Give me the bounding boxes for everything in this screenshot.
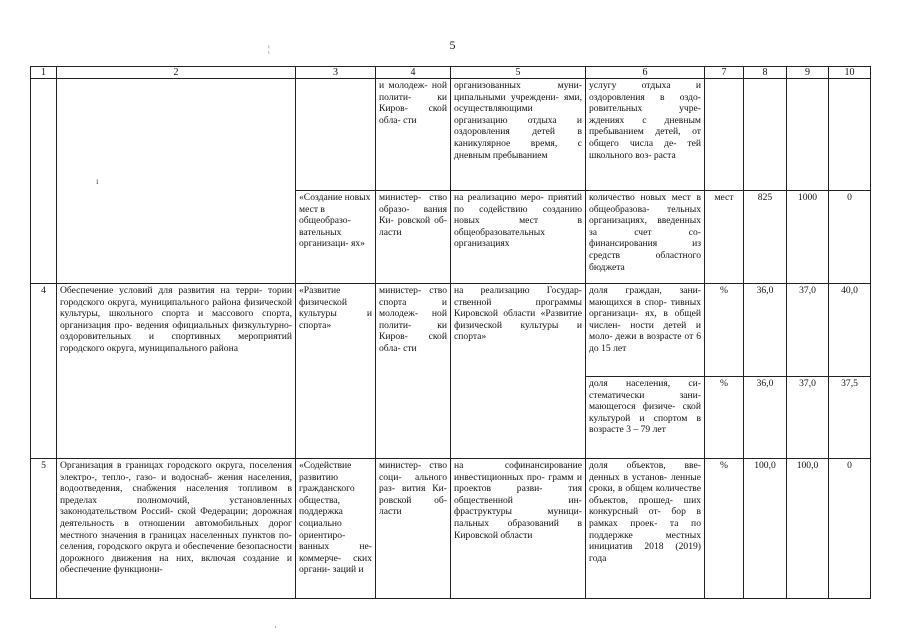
- header-row: [31, 67, 871, 79]
- unit-cell: %: [705, 459, 744, 599]
- indicator-text: услугу отдыха и оздоровления в оздо- ровительных учре- ждениях с дневным пребыванием детей, от общего числа де- тей школьного воз- раста: [586, 79, 705, 191]
- table-row: [31, 284, 871, 377]
- page-number: 5: [449, 38, 456, 52]
- header-cell: 6: [586, 67, 705, 79]
- value-cell: 37,0: [787, 284, 829, 377]
- ministry-name: министер- ство образо- вания Ки- ровской об- ласти: [376, 191, 451, 284]
- header-cell: 4: [376, 67, 451, 79]
- program-name: «Содействие развитию гражданского общества, поддержка социально ориентиро- ванных не- коммерче- ских органи- заций и: [296, 459, 376, 599]
- header-cell: 1: [31, 67, 57, 79]
- program-name: «Развитие физической культуры и спорта»: [296, 284, 376, 459]
- value-cell: 825: [744, 191, 787, 284]
- purpose-text: на реализацию меро- приятий по содействию созданию новых мест в общеобразовательных организациях: [451, 191, 586, 284]
- purpose-text: на софинансирование инвестиционных про- грамм и проектов разви- тия общественной ин- фраструктуры муници- пальных образований в Кировской области: [451, 459, 586, 599]
- header-cell: 8: [744, 67, 787, 79]
- indicator-text: доля граждан, зани- мающихся в спор- тивных организаци- ях, в общей числен- ности детей и моло- дежи в возрасте от 6 до 15 лет: [586, 284, 705, 377]
- value-cell: 100,0: [787, 459, 829, 599]
- header-cell: 3: [296, 67, 376, 79]
- header-cell: 2: [57, 67, 296, 79]
- value-cell: 36,0: [744, 284, 787, 377]
- value-cell: [744, 79, 787, 191]
- unit-cell: %: [705, 377, 744, 459]
- value-cell: [829, 79, 871, 191]
- value-cell: 0: [829, 459, 871, 599]
- table-row: [31, 459, 871, 599]
- program-name: [296, 79, 376, 191]
- indicator-text: доля объектов, вве- денных в установ- ленные сроки, в общем количестве объектов, прошед- ших конкурсный от- бор в рамках проек- та по поддержке местных инициатив 2018 (2019) года: [586, 459, 705, 599]
- scan-mark: ¦: [268, 44, 270, 54]
- row-number: [31, 79, 57, 284]
- value-cell: 36,0: [744, 377, 787, 459]
- ministry-name: министер- ство спорта и молодеж- ной полити- ки Киров- ской обла- сти: [376, 284, 451, 459]
- value-cell: 37,0: [787, 377, 829, 459]
- header-cell: 7: [705, 67, 744, 79]
- unit-cell: [705, 79, 744, 191]
- table-row: [31, 79, 871, 191]
- measures-table: [30, 66, 871, 599]
- value-cell: 37,5: [829, 377, 871, 459]
- program-name: «Создание новых мест в общеобразо- вательных организаци- ях»: [296, 191, 376, 284]
- header-cell: 10: [829, 67, 871, 79]
- indicator-text: доля населения, си- стематически зани- мающегося физиче- ской культурой и спортом в возрасте 3 – 79 лет: [586, 377, 705, 459]
- purpose-text: на реализацию Государ- ственной программы Кировской области «Развитие физической культуры и спорта»: [451, 284, 586, 459]
- ministry-name: и молодеж- ной полити- ки Киров- ской обла- сти: [376, 79, 451, 191]
- ministry-name: министер- ство соци- ального раз- вития Ки- ровской об- ласти: [376, 459, 451, 599]
- scan-mark: ı: [96, 176, 99, 186]
- value-cell: 1000: [787, 191, 829, 284]
- indicator-text: количество новых мест в общеобразова- тельных организациях, введенных за счет со- финансирования из средств областного бюджета: [586, 191, 705, 284]
- row-number: 4: [31, 284, 57, 459]
- value-cell: 100,0: [744, 459, 787, 599]
- value-cell: [787, 79, 829, 191]
- unit-cell: %: [705, 284, 744, 377]
- header-cell: 9: [787, 67, 829, 79]
- unit-cell: мест: [705, 191, 744, 284]
- row-number: 5: [31, 459, 57, 599]
- task-text: Обеспечение условий для развития на терри- тории городского округа, муниципального района физической культуры, школьного спорта и массового спорта, организация про- ведения официальных физкультурно- оздоровительных и спортивных мероприятий городского округа, муниципального района: [57, 284, 296, 459]
- scan-mark: ·: [274, 622, 277, 632]
- purpose-text: организованных муни- ципальными учреждени- ями, осуществляющими организацию отдыха и оздоровления детей в каникулярное время, с дневным пребыванием: [451, 79, 586, 191]
- task-text: [57, 79, 296, 284]
- task-text: Организация в границах городского округа, поселения электро-, тепло-, газо- и водоснаб- жения населения, водоотведения, снабжения населения топливом в пределах полномочий, установленных законодательством Россий- ской Федерации; дорожная деятельность в отношении автомобильных дорог местного значения в границах населенных пунктов по- селения, городского округа и обеспечение безопасности дорожного движения на них, включая создание и обеспечение функциони-: [57, 459, 296, 599]
- value-cell: 0: [829, 191, 871, 284]
- value-cell: 40,0: [829, 284, 871, 377]
- header-cell: 5: [451, 67, 586, 79]
